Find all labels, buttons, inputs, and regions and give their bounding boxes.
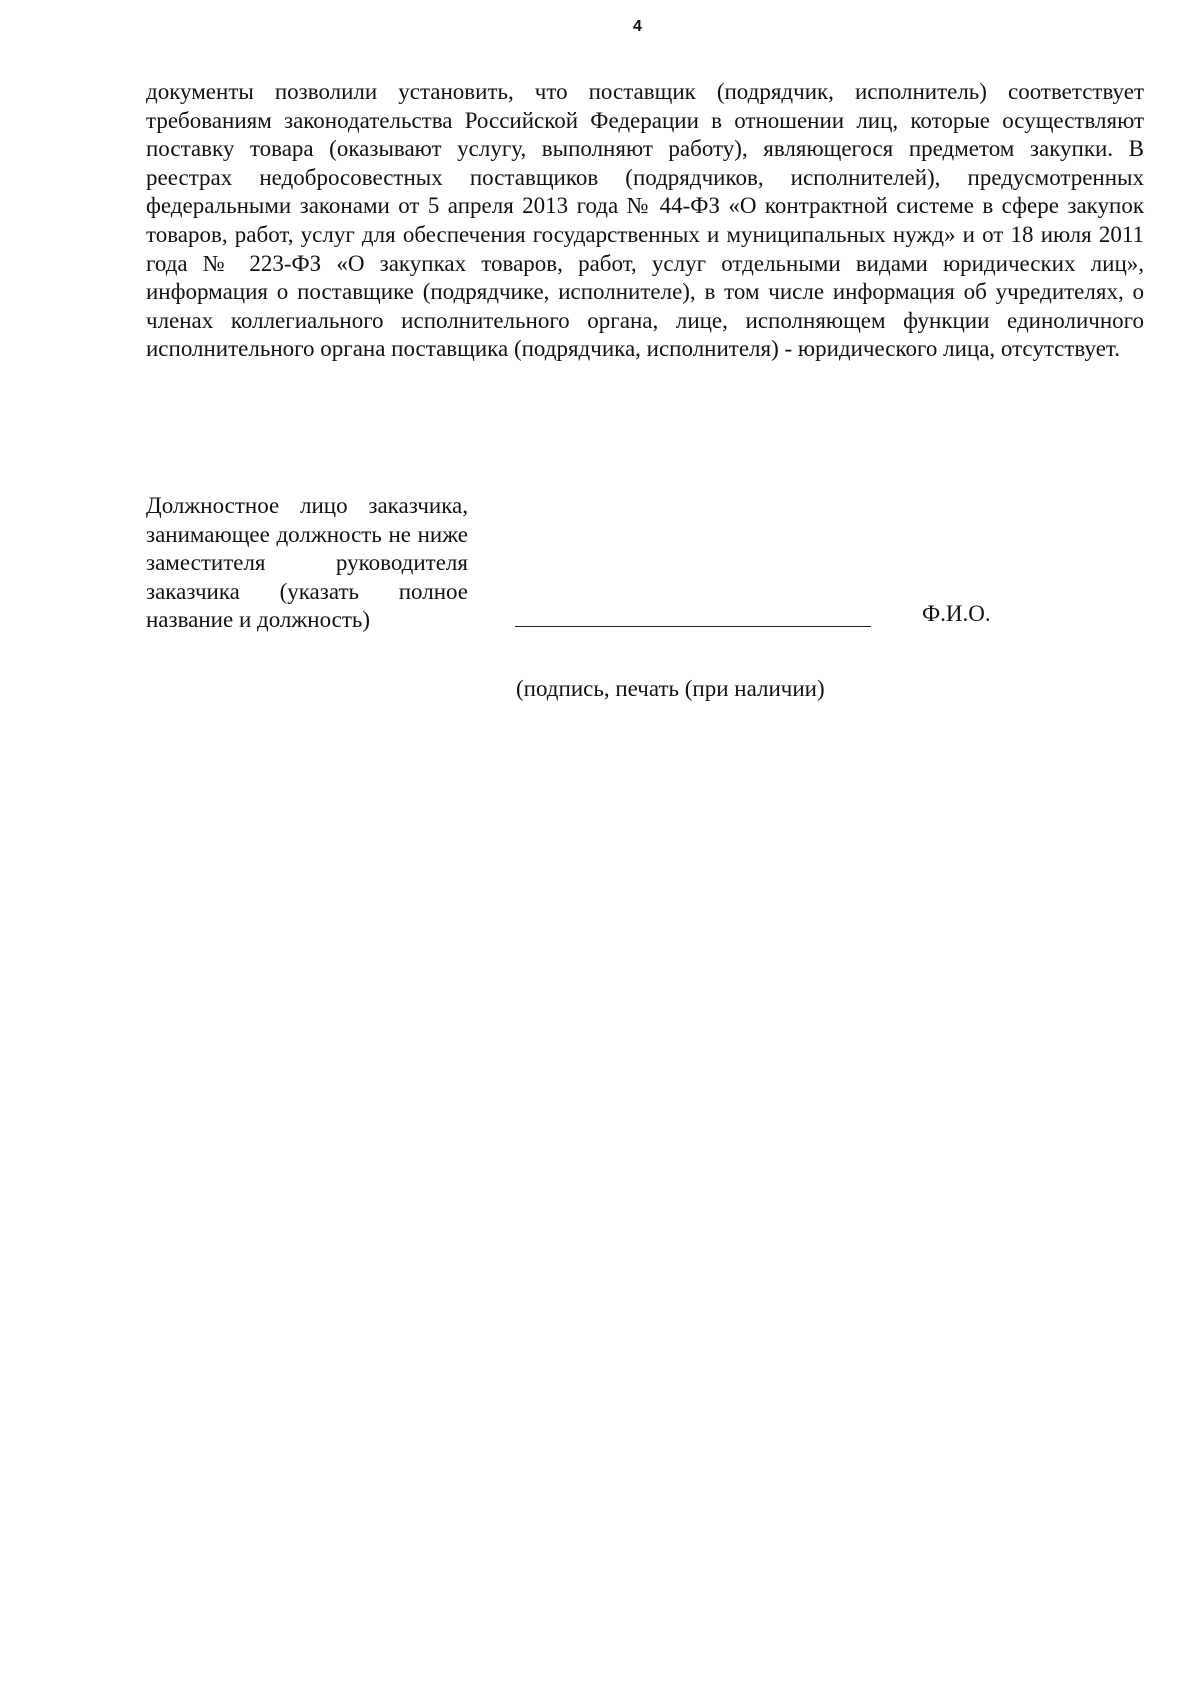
signature-line (515, 626, 871, 627)
signature-caption: (подпись, печать (при наличии) (516, 676, 825, 701)
signatory-description: Должностное лицо заказчика, занимающее должность не ниже заместителя руководителя заказчика (указать полное название и должность) (146, 493, 468, 633)
page-number: 4 (633, 18, 642, 35)
name-label: Ф.И.О. (922, 601, 991, 626)
body-paragraph: документы позволили установить, что поставщик (подрядчик, исполнитель) соответствует требованиям законодательства Российской Федерации в отношении лиц, которые осуществляют поставку товара (оказывают услугу, выполняют работу), являющегося предметом закупки. В реестрах недобросовестных поставщиков (подрядчиков, исполнителей), предусмотренных федеральными законами от 5 апреля 2013 года № 44-ФЗ «О контрактной системе в сфере закупок товаров, работ, услуг для обеспечения государственных и муниципальных нужд» и от 18 июля 2011 года № 223-ФЗ «О закупках товаров, работ, услуг отдельными видами юридических лиц», информация о поставщике (подрядчике, исполнителе), в том числе информация об учредителях, о членах коллегиального исполнительного органа, лице, исполняющем функции единоличного исполнительного органа поставщика (подрядчика, исполнителя) - юридического лица, отсутствует. (146, 79, 1144, 362)
